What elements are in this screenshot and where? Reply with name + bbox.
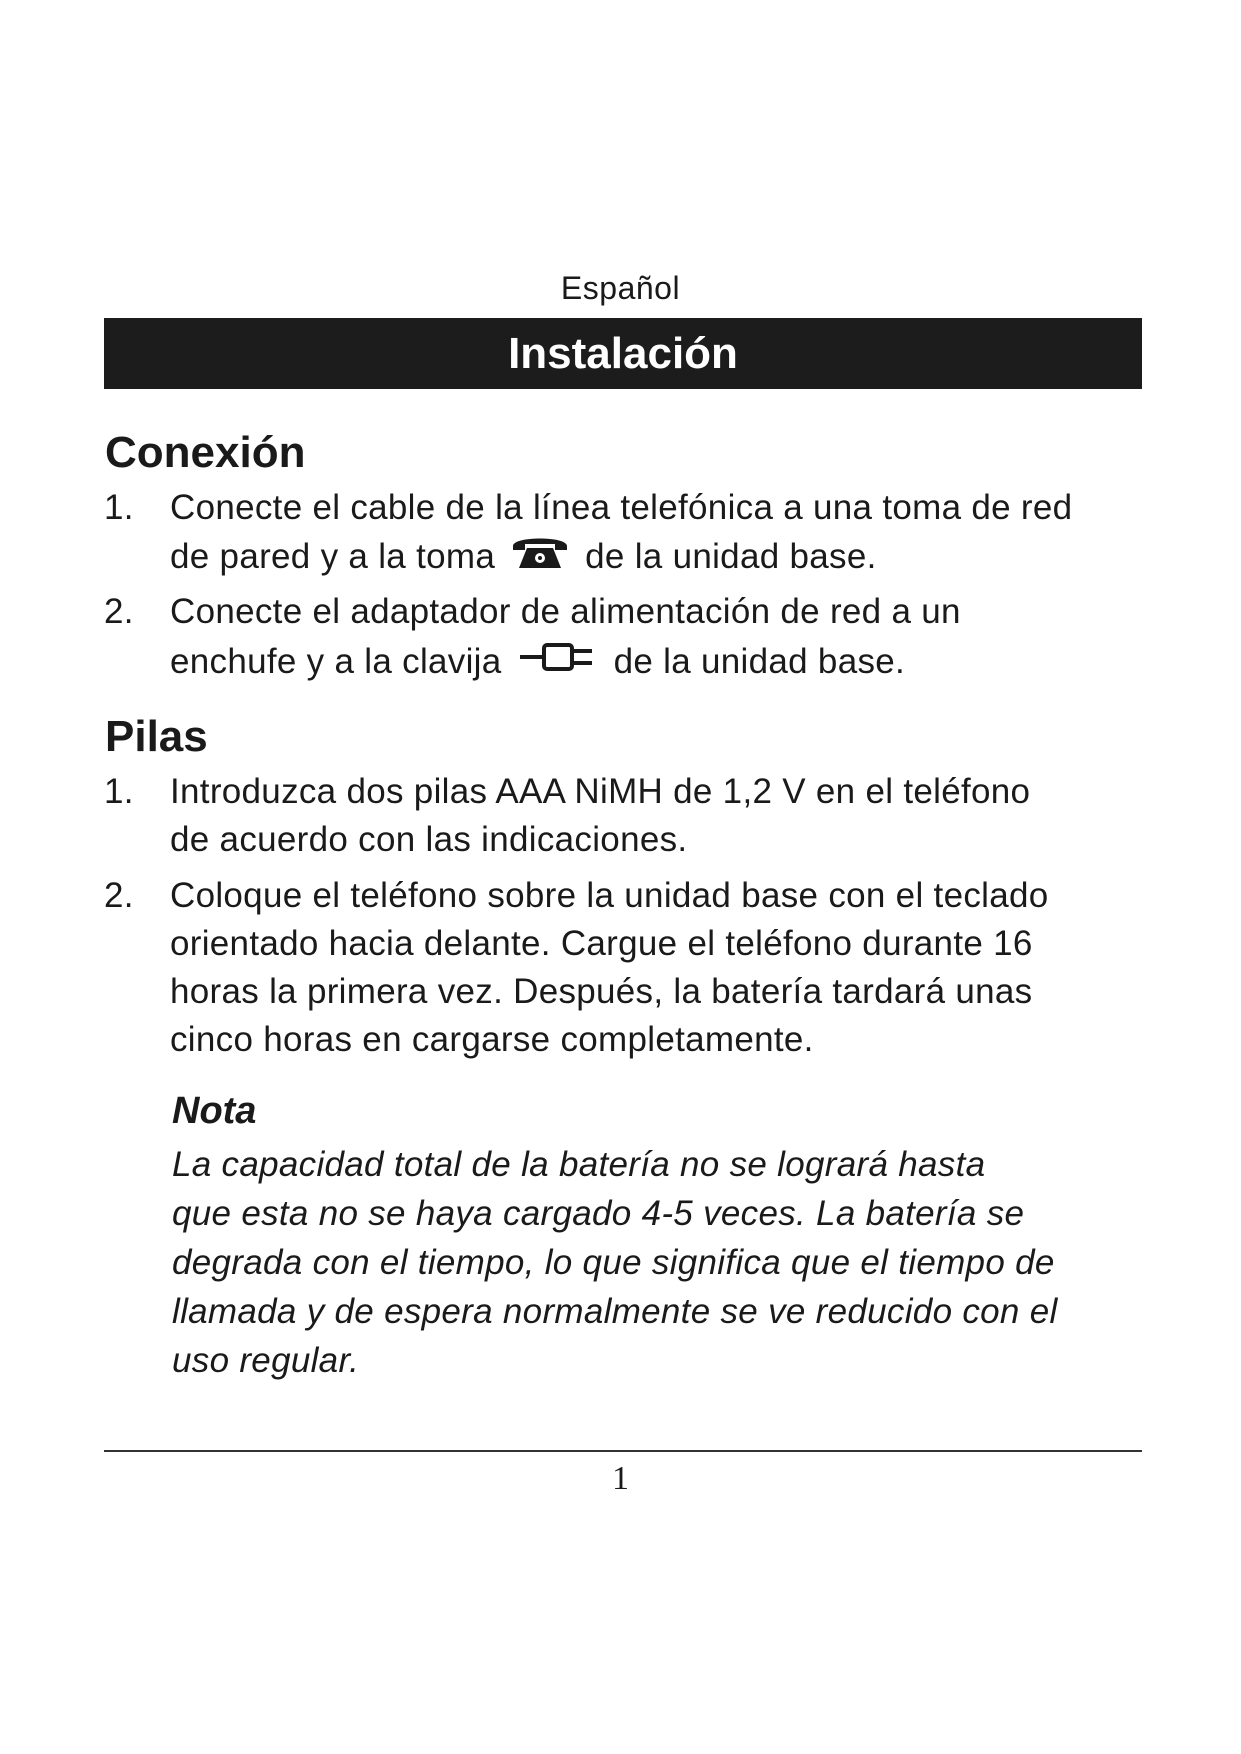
item-line: Introduzca dos pilas AAA NiMH de 1,2 V en el teléfono xyxy=(170,772,1031,811)
item-text xyxy=(170,768,1170,864)
item-line-part: enchufe y a la clavija xyxy=(170,642,502,681)
item-text xyxy=(170,872,1170,1064)
item-line: Coloque el teléfono sobre la unidad base con el teclado xyxy=(170,876,1049,915)
item-number: 2. xyxy=(104,876,134,915)
note-body xyxy=(172,1140,1152,1385)
item-line: de acuerdo con las indicaciones. xyxy=(170,820,688,859)
item-line-part: de pared y a la toma xyxy=(170,536,496,576)
language-label: Español xyxy=(560,270,681,306)
note-line: La capacidad total de la batería no se logrará hasta xyxy=(172,1145,986,1184)
footer-divider xyxy=(104,1450,1142,1452)
item-number: 2. xyxy=(104,592,134,631)
item-text xyxy=(170,588,1170,688)
item-line: Conecte el adaptador de alimentación de red a un xyxy=(170,592,961,631)
page-number: 1 xyxy=(612,1460,629,1497)
power-plug-icon xyxy=(518,639,598,688)
note-line: uso regular. xyxy=(172,1341,360,1380)
item-line: Conecte el cable de la línea telefónica a una toma de red xyxy=(170,488,1073,527)
item-line xyxy=(170,532,1170,585)
item-number: 1. xyxy=(104,772,134,811)
item-text xyxy=(170,484,1170,585)
item-line xyxy=(170,638,1170,688)
item-line-part: de la unidad base. xyxy=(585,536,877,576)
section-heading-pilas: Pilas xyxy=(105,712,208,761)
note-line: llamada y de espera normalmente se ve reducido con el xyxy=(172,1292,1058,1331)
section-heading-conexion: Conexión xyxy=(105,428,306,477)
telephone-icon xyxy=(511,532,569,585)
note-line: degrada con el tiempo, lo que significa que el tiempo de xyxy=(172,1243,1055,1282)
item-line: horas la primera vez. Después, la batería tardará unas xyxy=(170,972,1033,1011)
note-line: que esta no se haya cargado 4-5 veces. La batería se xyxy=(172,1194,1025,1233)
item-line: cinco horas en cargarse completamente. xyxy=(170,1020,814,1059)
note-heading: Nota xyxy=(172,1090,257,1132)
item-number: 1. xyxy=(104,488,134,527)
item-line-part: de la unidad base. xyxy=(613,642,906,681)
item-line: orientado hacia delante. Cargue el teléfono durante 16 xyxy=(170,924,1033,963)
page-title: Instalación xyxy=(104,318,1142,389)
